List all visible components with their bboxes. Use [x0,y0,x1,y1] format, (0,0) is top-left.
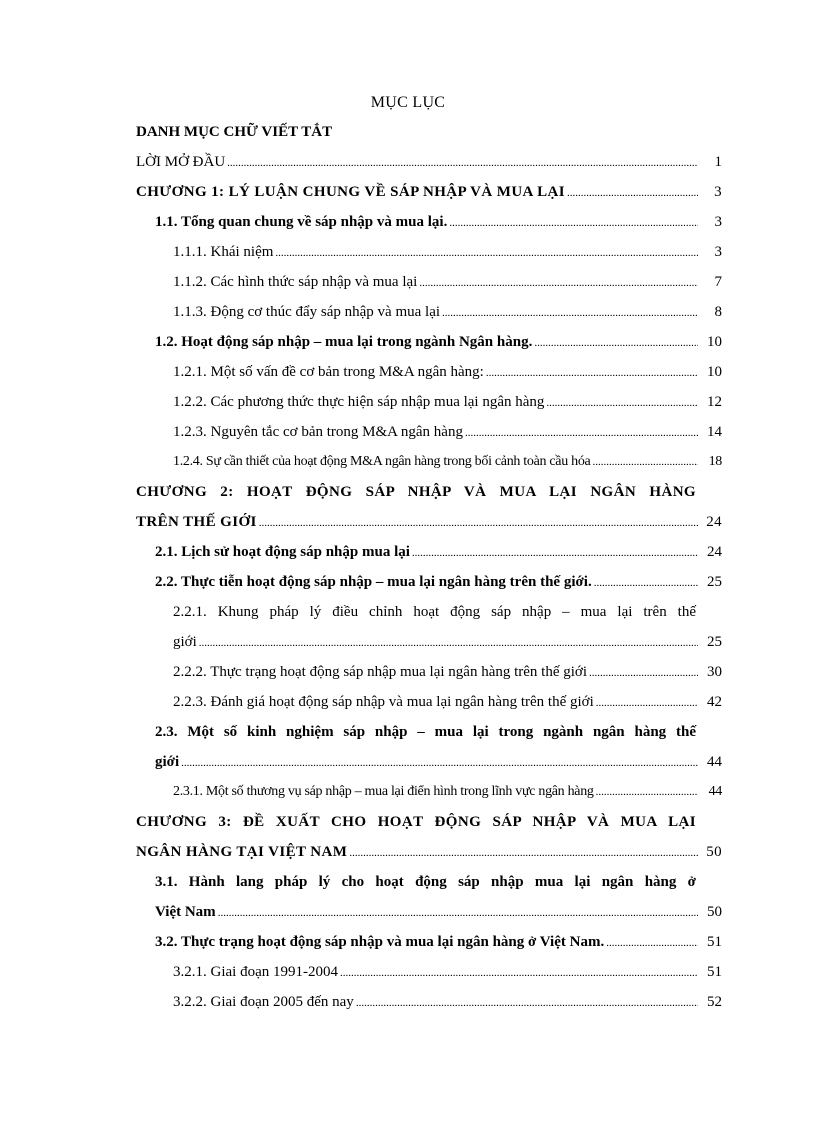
toc-entry [136,154,722,176]
toc-entry-text: 2.2.1. Khung pháp lý điều chỉnh hoạt động sáp nhập – mua lại trên thế [173,604,696,620]
toc-entry-text: CHƯƠNG 1: LÝ LUẬN CHUNG VỀ SÁP NHẬP VÀ MUA LẠI [136,184,565,200]
toc-page-number: 8 [714,304,722,320]
toc-page-number: 14 [707,424,722,440]
toc-entry-text: 2.3.1. Một số thương vụ sáp nhập – mua lại điển hình trong lĩnh vực ngân hàng [173,784,594,799]
toc-entry-text: 2.1. Lịch sử hoạt động sáp nhập mua lại [155,544,410,560]
toc-entry-text: giới [155,754,180,770]
toc-entry-text: 3.2.1. Giai đoạn 1991-2004 [173,964,338,980]
toc-entry-text: 2.2.3. Đánh giá hoạt động sáp nhập và mua lại ngân hàng trên thế giới [173,694,594,710]
toc-section [155,214,722,236]
toc-section [155,544,722,566]
toc-subsection-continued [173,634,722,656]
toc-subsection [173,604,696,626]
toc-subsection [173,784,722,806]
toc-leader [259,517,698,529]
toc-entry-text: giới [173,634,197,650]
toc-leader [534,337,698,349]
toc-page-number: 3 [714,214,722,230]
toc-entry-text: 1.2.4. Sự cần thiết của hoạt động M&A ngân hàng trong bối cảnh toàn cầu hóa [173,454,591,469]
toc-page-number: 50 [707,904,722,920]
toc-subsection [173,364,722,386]
toc-chapter-continued [136,844,722,866]
toc-section [155,334,722,356]
toc-section [155,724,696,746]
toc-subsection [173,424,722,446]
toc-leader [199,637,698,649]
toc-section [155,934,722,956]
toc-entry-text: 1.2.3. Nguyên tắc cơ bản trong M&A ngân hàng [173,424,463,440]
toc-entry-text: 1.2.1. Một số vấn đề cơ bản trong M&A ngân hàng: [173,364,484,380]
toc-leader [465,427,698,439]
toc-entry-text: 2.2. Thực tiễn hoạt động sáp nhập – mua lại ngân hàng trên thế giới. [155,574,592,590]
toc-leader [419,277,698,289]
toc-subsection [173,664,722,686]
toc-leader [275,247,698,259]
toc-leader [486,367,698,379]
toc-page-number: 10 [707,364,722,380]
toc-page-number: 12 [707,394,722,410]
toc-subsection [173,274,722,296]
toc-leader [449,217,698,229]
toc-leader [227,157,698,169]
toc-entry-text: 1.2. Hoạt động sáp nhập – mua lại trong ngành Ngân hàng. [155,334,533,350]
toc-leader [546,397,698,409]
toc-leader [567,187,698,199]
toc-subsection [173,964,722,986]
toc-chapter [136,814,696,836]
toc-leader [596,786,698,798]
toc-leader [412,547,698,559]
toc-leader [592,456,698,468]
toc-leader [594,577,698,589]
toc-entry-text: TRÊN THẾ GIỚI [136,514,257,530]
toc-section [155,874,696,896]
toc-entry-text: 1.2.2. Các phương thức thực hiện sáp nhập mua lại ngân hàng [173,394,545,410]
toc-subsection [173,994,722,1016]
toc-page-number: 7 [714,274,722,290]
toc-page-number: 24 [706,514,722,530]
toc-subsection [173,394,722,416]
toc-entry-text: 2.2.2. Thực trạng hoạt động sáp nhập mua lại ngân hàng trên thế giới [173,664,588,680]
toc-subsection [173,244,722,266]
toc-chapter [136,184,722,206]
toc-subsection [173,454,722,476]
toc-section-continued [155,904,722,926]
toc-subsection [173,694,722,716]
toc-page-number: 1 [714,154,722,170]
page-title: MỤC LỤC [370,94,446,111]
toc-entry [136,124,696,146]
toc-chapter [136,484,696,506]
toc-entry-text: 1.1. Tổng quan chung về sáp nhập và mua lại. [155,214,448,230]
toc-leader [218,907,698,919]
toc-entry-text: CHƯƠNG 2: HOẠT ĐỘNG SÁP NHẬP VÀ MUA LẠI NGÂN HÀNG [136,484,696,500]
toc-entry-text: 1.1.1. Khái niệm [173,244,274,260]
toc-leader [589,667,698,679]
toc-page-number: 3 [714,244,722,260]
toc-page-number: 25 [707,634,722,650]
toc-entry-text: 3.2.2. Giai đoạn 2005 đến nay [173,994,354,1010]
toc-page-number: 52 [707,994,722,1010]
toc-page-number: 51 [707,934,722,950]
toc-page-number: 3 [714,184,722,200]
toc-chapter-continued [136,514,722,536]
toc-leader [181,757,698,769]
toc-leader [356,997,698,1009]
toc-entry-text: CHƯƠNG 3: ĐỀ XUẤT CHO HOẠT ĐỘNG SÁP NHẬP VÀ MUA LẠI [136,814,696,830]
toc-entry-text: LỜI MỞ ĐẦU [136,154,226,170]
toc-page-number: 44 [707,754,722,770]
toc-leader [606,937,698,949]
toc-subsection [173,304,722,326]
toc-leader [596,697,698,709]
toc-entry-text: DANH MỤC CHỮ VIẾT TẮT [136,124,333,140]
toc-page-number: 24 [707,544,722,560]
toc-section-continued [155,754,722,776]
toc-page-number: 10 [707,334,722,350]
toc-page-number: 51 [707,964,722,980]
toc-entry-text: NGÂN HÀNG TẠI VIỆT NAM [136,844,348,860]
toc-entry-text: Việt Nam [155,904,216,920]
toc-entry-text: 1.1.3. Động cơ thúc đẩy sáp nhập và mua lại [173,304,441,320]
toc-page-number: 44 [708,784,722,799]
toc-leader [340,967,698,979]
toc-page-number: 25 [707,574,722,590]
toc-leader [349,847,698,859]
toc-section [155,574,722,596]
toc-entry-text: 1.1.2. Các hình thức sáp nhập và mua lại [173,274,418,290]
toc-entry-text: 3.1. Hành lang pháp lý cho hoạt động sáp nhập mua lại ngân hàng ở [155,874,696,890]
toc-page-number: 18 [708,454,722,469]
toc-entry-text: 2.3. Một số kinh nghiệm sáp nhập – mua lại trong ngành ngân hàng thế [155,724,696,740]
toc-page-number: 50 [706,844,722,860]
toc-leader [442,307,698,319]
toc-page-number: 42 [707,694,722,710]
toc-page-number: 30 [707,664,722,680]
toc-entry-text: 3.2. Thực trạng hoạt động sáp nhập và mua lại ngân hàng ở Việt Nam. [155,934,605,950]
